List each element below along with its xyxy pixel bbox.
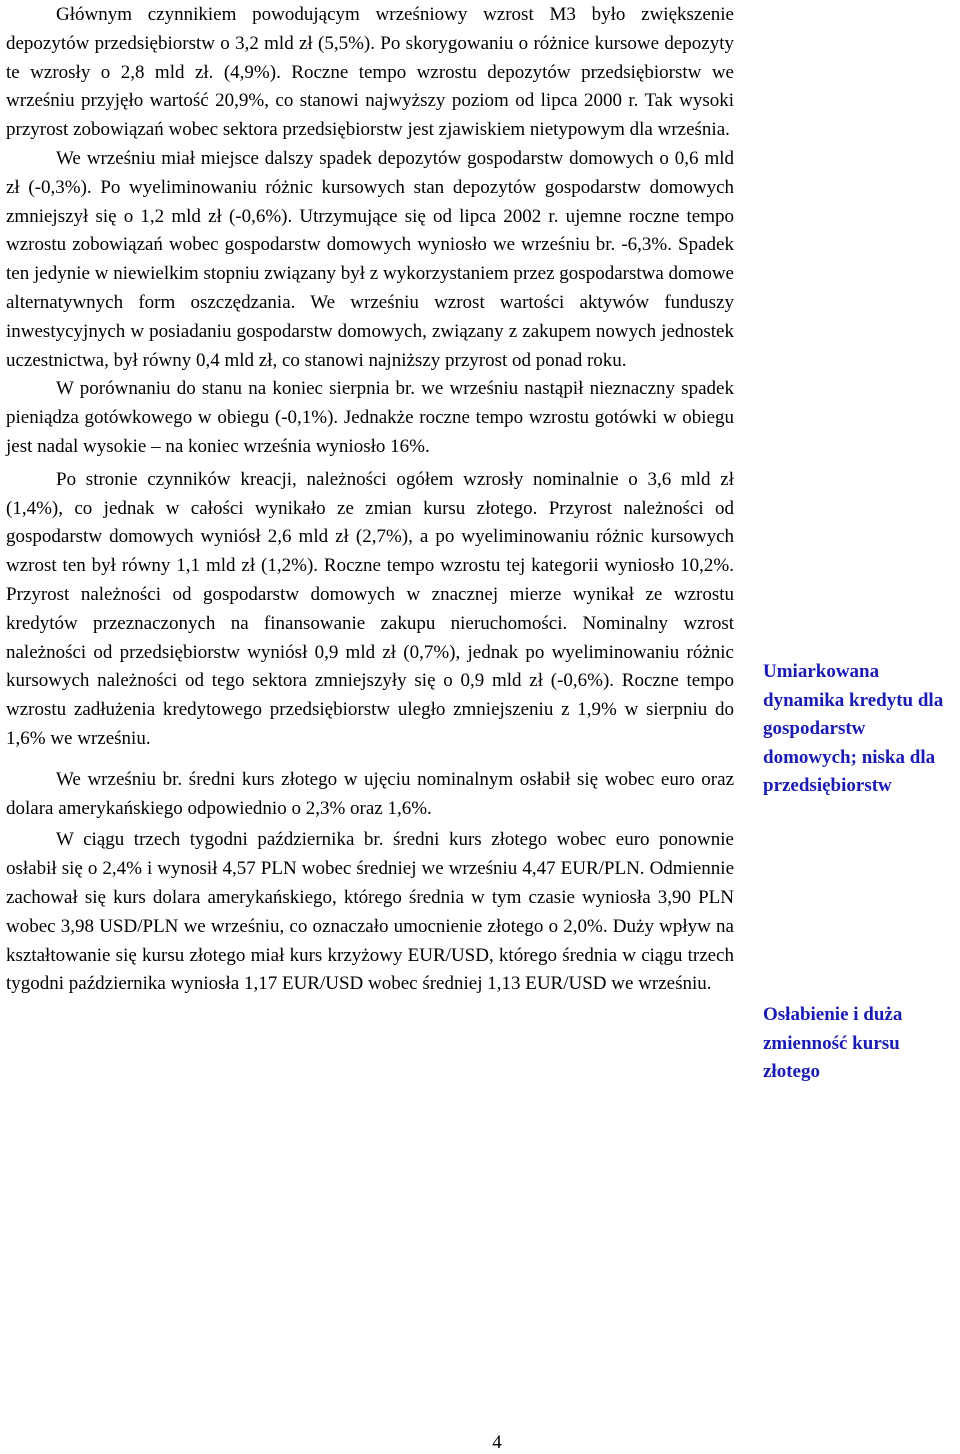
paragraph-exchange-october: W ciągu trzech tygodni października br. średni kurs złotego wobec euro ponownie osłabił się o 2,4% i wynosił 4,57 PLN wobec średniej we wrześniu 4,47 EUR/PLN. Odmiennie zachował się kurs dolara amerykańskiego, którego średnia w tym czasie wyniosła 3,90 PLN wobec 3,98 USD/PLN we wrześniu, co oznaczało umocnienie złotego o 2,0%. Duży wpływ na kształtowanie się kursu złotego miał kurs krzyżowy EUR/USD, którego średnia w ciągu trzech tygodni października wyniosła 1,17 EUR/USD wobec średniej 1,13 EUR/USD we wrześniu.	[6, 829, 734, 995]
page-number: 4	[492, 1432, 502, 1453]
paragraph-credit-factors: Po stronie czynników kreacji, należności ogółem wzrosły nominalnie o 3,6 mld zł (1,4%), co jednak w całości wynikało ze zmian kursu złotego. Przyrost należności od gospodarstw domowych wyniósł 2,6 mld zł (2,7%), a po wyeliminowaniu różnic kursowych wzrost ten był równy 1,1 mld zł (1,2%). Roczne tempo wzrostu tej kategorii wyniosło 10,2%. Przyrost należności od gospodarstw domowych w znacznej mierze wynikał ze wzrostu kredytów przeznaczonych na finansowanie zakupu nieruchomości. Nominalny wzrost należności od przedsiębiorstw wyniósł 0,9 mld zł (0,7%), jednak po wyeliminowaniu różnic kursowych należności od tego sektora zmniejszyły się o 0,9 mld zł (-0,6%). Roczne tempo wzrostu zadłużenia kredytowego przedsiębiorstw uległo zmniejszeniu z 1,9% w sierpniu do 1,6% we wrześniu.	[6, 468, 734, 749]
paragraph-deposits-households: We wrześniu miał miejsce dalszy spadek depozytów gospodarstw domowych o 0,6 mld zł (-0,3%). Po wyeliminowaniu różnic kursowych stan depozytów gospodarstw domowych zmniejszył się o 1,2 mld zł (-0,6%). Utrzymujące się od lipca 2002 r. ujemne roczne tempo wzrostu zobowiązań wobec gospodarstw domowych wyniosło we wrześniu br. -6,3%. Spadek ten jedynie w niewielkim stopniu związany był z wykorzystaniem przez gospodarstwa domowe alternatywnych form oszczędzania. We wrześniu wzrost wartości aktywów funduszy inwestycyjnych w posiadaniu gospodarstw domowych, związany z zakupem nowych jednostek uczestnictwa, był równy 0,4 mld zł, co stanowi najniższy przyrost od ponad roku.	[6, 147, 734, 371]
paragraph-exchange-september: We wrześniu br. średni kurs złotego w ujęciu nominalnym osłabił się wobec euro oraz dolara amerykańskiego odpowiednio o 2,3% oraz 1,6%.	[6, 768, 734, 819]
paragraph-cash: W porównaniu do stanu na koniec sierpnia br. we wrześniu nastąpił nieznaczny spadek pieniądza gotówkowego w obiegu (-0,1%). Jednakże roczne tempo wzrostu gotówki w obiegu jest nadal wysokie – na koniec września wyniosło 16%.	[6, 378, 734, 457]
main-text	[6, 0, 734, 999]
side-note-exchange-rate: Osłabienie i duża zmienność kursu złotego	[763, 1004, 903, 1082]
paragraph-deposits-enterprises: Głównym czynnikiem powodującym wrześniowy wzrost M3 było zwiększenie depozytów przedsiębiorstw o 3,2 mld zł (5,5%). Po skorygowaniu o różnice kursowe depozyty te wzrosły o 2,8 mld zł. (4,9%). Roczne tempo wzrostu depozytów przedsiębiorstw we wrześniu przyjęło wartość 20,9%, co stanowi najwyższy poziom od lipca 2000 r. Tak wysoki przyrost zobowiązań wobec sektora przedsiębiorstw jest zjawiskiem nietypowym dla września.	[6, 4, 734, 141]
side-note-credit: Umiarkowana dynamika kredytu dla gospodarstw domowych; niska dla przedsiębiorstw	[763, 661, 944, 796]
